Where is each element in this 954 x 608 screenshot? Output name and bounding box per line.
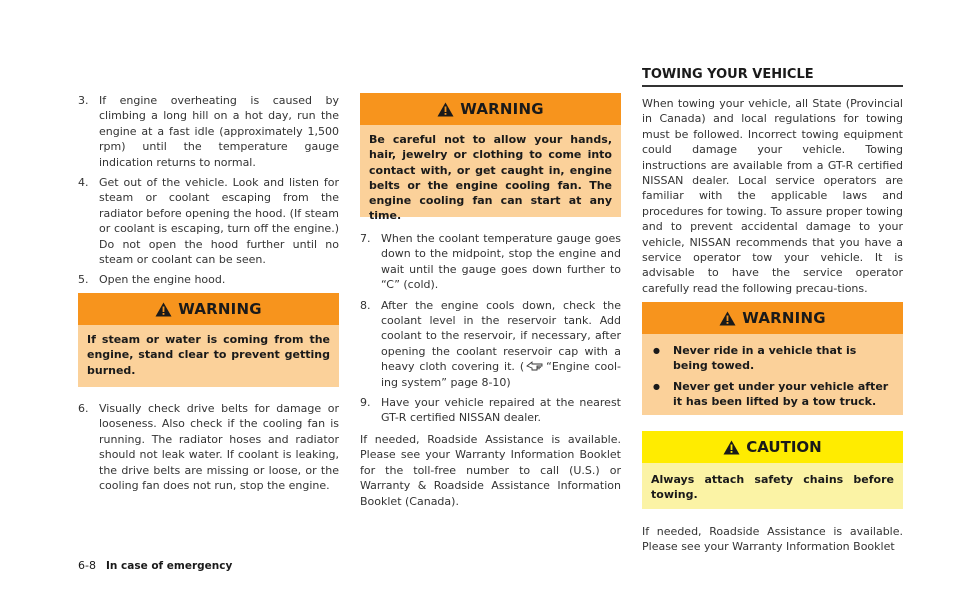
warning-header <box>360 93 621 125</box>
step-text: When the coolant temperature gauge goes down to the midpoint, stop the engine and wait until the gauge goes down further to “C” (cold). <box>381 232 621 292</box>
caution-box <box>642 431 903 509</box>
warning-header <box>642 302 903 334</box>
roadside-paragraph: If needed, Roadside Assistance is available. Please see your Warranty Information Booklet <box>642 525 903 554</box>
steps-list-a <box>78 93 339 288</box>
warning-body: If steam or water is coming from the engine, stand clear to prevent getting burned. <box>87 333 330 377</box>
list-item: ● Never ride in a vehicle that is being towed. <box>651 343 894 374</box>
warning-box-towing <box>642 302 903 415</box>
warning-box-fan <box>360 93 621 223</box>
step-text: Have your vehicle repaired at the nearest GT-R certified NISSAN dealer. <box>381 396 621 425</box>
page-number: 6-8 <box>78 559 96 572</box>
reference-hand-icon <box>526 360 544 372</box>
warning-triangle-icon <box>437 102 454 117</box>
column-3-lower <box>642 524 903 555</box>
list-item: 9. Have your vehicle repaired at the nearest GT-R certified NISSAN dealer. <box>360 396 621 425</box>
list-item: 6. Visually check drive belts for damage or looseness. Also check if the cooling fan is running. The radiator hoses and radiator should not leak water. If coolant is leaking, the drive belts are missing or loose, or the cooling fan does not run, stop the engine. <box>78 402 339 493</box>
step-text: Get out of the vehicle. Look and listen for steam or coolant escaping from the radiator before opening the hood. (If steam or coolant is escaping, turn off the engine.) Do not open the hood further until no steam or coolant can be seen. <box>99 176 339 267</box>
caution-body: Always attach safety chains before towing. <box>651 473 894 502</box>
section-name: In case of emergency <box>105 560 233 572</box>
warning-heading: WARNING <box>460 100 544 118</box>
section-title: TOWING YOUR VEHICLE <box>642 67 903 87</box>
page-footer <box>78 559 232 572</box>
list-item: 4. Get out of the vehicle. Look and listen for steam or coolant escaping from the radiator before opening the hood. (If steam or coolant is escaping, turn off the engine.) Do not open the hood further until no steam or coolant can be seen. <box>78 176 339 267</box>
warning-header <box>78 293 339 325</box>
warning-bullets <box>651 343 894 409</box>
warning-triangle-icon <box>155 302 172 317</box>
caution-heading: CAUTION <box>746 438 822 456</box>
step-text: If engine overheating is caused by climbing a long hill on a hot day, run the engine at a fast idle (approximately 1,500 rpm) until the temperature gauge indication returns to normal. <box>99 94 339 169</box>
list-item: ● Never get under your vehicle after it has been lifted by a tow truck. <box>651 379 894 410</box>
warning-heading: WARNING <box>178 300 262 318</box>
list-item: 5. Open the engine hood. <box>78 273 226 287</box>
towing-paragraph: When towing your vehicle, all State (Provincial in Canada) and local regulations for towing must be followed. Incorrect towing equipment could damage your vehicle. Towing instructions are available from a GT-R certified NISSAN dealer. Local service operators are familiar with the applicable laws and procedures for towing. To assure proper towing and to prevent accidental damage to your vehicle, NISSAN recommends that you have a service operator tow your vehicle. It is advisable to have the service operator carefully read the following precau-tions. <box>642 97 903 295</box>
column-1 <box>78 93 339 288</box>
list-item: 7. When the coolant temperature gauge goes down to the midpoint, stop the engine and wait until the gauge goes down further to “C” (cold). <box>360 232 621 292</box>
step-text: Visually check drive belts for damage or looseness. Also check if the cooling fan is running. The radiator hoses and radiator should not leak water. If coolant is leaking, the drive belts are missing or loose, or the cooling fan does not run, stop the engine. <box>99 402 339 493</box>
caution-header <box>642 431 903 463</box>
warning-triangle-icon <box>719 311 736 326</box>
list-item: 3. If engine overheating is caused by climbing a long hill on a hot day, run the engine at a fast idle (approximately 1,500 rpm) until the temperature gauge indication returns to normal. <box>78 94 339 169</box>
column-1-lower <box>78 401 339 493</box>
steps-list-b <box>78 401 339 493</box>
steps-list-c <box>360 231 621 426</box>
roadside-paragraph: If needed, Roadside Assistance is available. Please see your Warranty Information Booklet for the toll-free number to call (U.S.) or Warranty & Roadside Assistance Information Booklet (Canada). <box>360 432 621 508</box>
step-text: After the engine cools down, check the coolant level in the reservoir tank. Add coolant to the reservoir, if necessary, after opening the coolant reservoir cap with a heavy cloth covering it. ( <box>381 298 621 374</box>
step-text-ref: “Engine cool-ing system” page 8-10) <box>381 360 621 389</box>
column-2 <box>360 231 621 509</box>
warning-heading: WARNING <box>742 309 826 327</box>
warning-body: Be careful not to allow your hands, hair, jewelry or clothing to come into contact with, or get caught in, engine belts or the engine cooling fan. The engine cooling fan can start at any time. <box>369 133 612 223</box>
warning-triangle-icon <box>723 440 740 455</box>
warning-body <box>642 334 903 419</box>
column-3 <box>642 67 903 296</box>
warning-box-steam <box>78 293 339 387</box>
list-item: 8. After the engine cools down, check the coolant level in the reservoir tank. Add coolant to the reservoir, if necessary, after opening the coolant reservoir cap with a heavy cloth covering it. ( “Engine cool-ing system” page 8-10) <box>360 298 621 389</box>
step-text: Open the engine hood. <box>99 273 226 287</box>
